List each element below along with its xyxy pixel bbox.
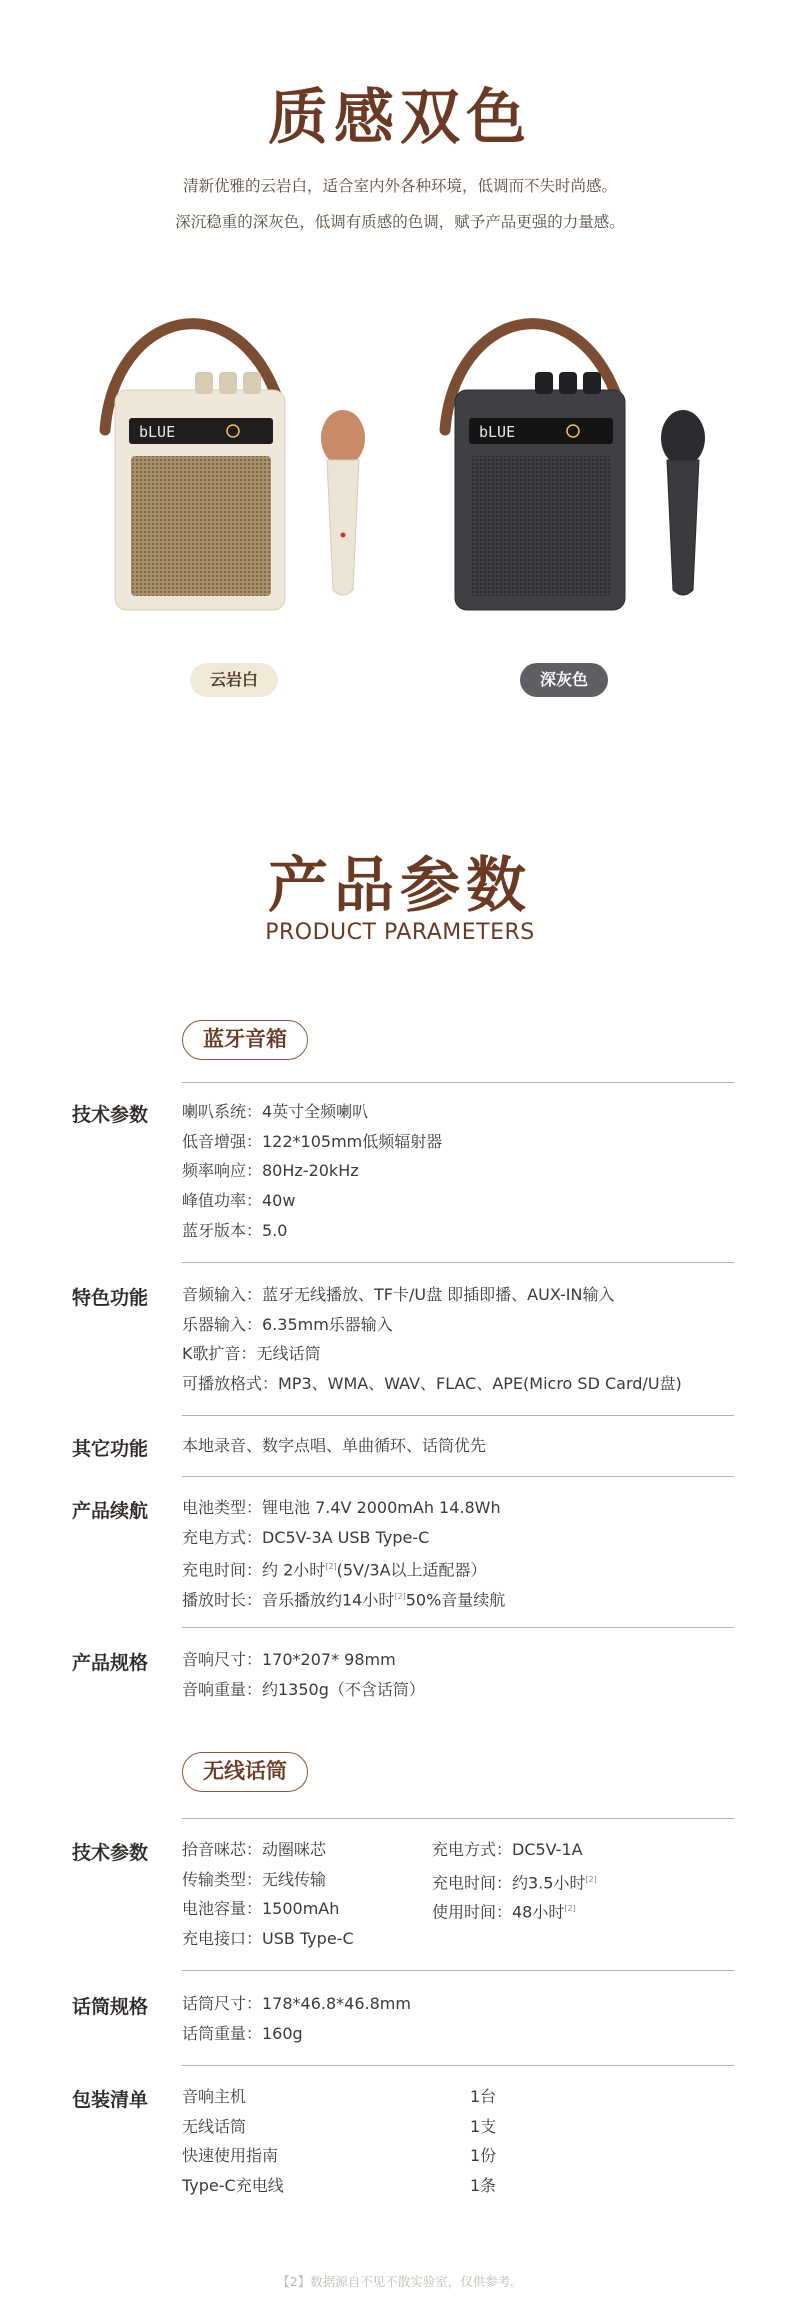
speaker-battery-text: 充电时间：约 2小时 <box>182 1560 326 1580</box>
color-option-white[interactable]: 云岩白 <box>190 663 278 697</box>
footnote-mark: [2] <box>585 1875 597 1884</box>
speaker-spec-line: 音响重量：约1350g（不含话筒） <box>182 1680 425 1699</box>
speaker-feature-line: 可播放格式：MP3、WMA、WAV、FLAC、APE(Micro SD Card/U盘) <box>182 1374 682 1393</box>
package-item-qty: 1支 <box>470 2117 497 2136</box>
mic-spec-line: 话筒尺寸：178*46.8*46.8mm <box>182 1994 411 2013</box>
speaker-tech-line: 喇叭系统：4英寸全频喇叭 <box>182 1102 369 1121</box>
speaker-others-label: 其它功能 <box>72 1438 149 1460</box>
package-item-name: 无线话筒 <box>182 2117 247 2136</box>
package-label: 包装清单 <box>72 2089 149 2111</box>
divider <box>182 1627 734 1628</box>
mic-section-pill: 无线话筒 <box>182 1752 308 1792</box>
params-subtitle: PRODUCT PARAMETERS <box>265 920 535 945</box>
mic-tech-line <box>432 1869 597 1894</box>
speaker-battery-line: 电池类型：锂电池 7.4V 2000mAh 14.8Wh <box>182 1498 501 1517</box>
speaker-features-label: 特色功能 <box>72 1287 149 1309</box>
mic-tech-line: 充电方式：DC5V-1A <box>432 1840 583 1859</box>
divider <box>182 1082 734 1083</box>
speaker-tech-line: 峰值功率：40w <box>182 1191 296 1210</box>
hero-desc-line-1: 清新优雅的云岩白，适合室内外各种环境，低调而不失时尚感。 <box>182 177 617 195</box>
speaker-battery-line <box>182 1586 505 1611</box>
params-title: 产品参数 <box>268 851 532 921</box>
speaker-battery-text: (5V/3A以上适配器） <box>336 1560 487 1580</box>
package-item-qty: 1份 <box>470 2146 497 2165</box>
package-item-name: 音响主机 <box>182 2087 247 2106</box>
display-text-white: bLUE <box>139 423 176 441</box>
mic-tech-text: 使用时间：48小时 <box>432 1902 565 1922</box>
hero-title: 质感双色 <box>268 83 532 153</box>
speaker-section-pill: 蓝牙音箱 <box>182 1020 308 1060</box>
divider <box>182 1970 734 1971</box>
speaker-battery-line <box>182 1556 487 1581</box>
divider <box>182 1818 734 1819</box>
speaker-battery-line: 充电方式：DC5V-3A USB Type-C <box>182 1528 430 1547</box>
speaker-tech-line: 蓝牙版本：5.0 <box>182 1221 288 1240</box>
footnote: 【2】数据源自不见不散实验室，仅供参考。 <box>277 2274 523 2289</box>
color-option-grey[interactable]: 深灰色 <box>520 663 608 697</box>
footnote-mark: [2] <box>564 1904 576 1913</box>
speaker-battery-text: 50%音量续航 <box>405 1590 506 1610</box>
speaker-others-line: 本地录音、数字点唱、单曲循环、话筒优先 <box>182 1436 487 1455</box>
speaker-spec-line: 音响尺寸：170*207* 98mm <box>182 1650 396 1669</box>
divider <box>182 1262 734 1263</box>
mic-spec-label: 话筒规格 <box>72 1996 149 2018</box>
speaker-feature-line: 乐器输入：6.35mm乐器输入 <box>182 1315 393 1334</box>
mic-tech-line: 传输类型：无线传输 <box>182 1870 327 1889</box>
mic-tech-line: 充电接口：USB Type-C <box>182 1929 354 1948</box>
package-item-name: 快速使用指南 <box>182 2146 279 2165</box>
footnote-mark: [2] <box>325 1562 337 1571</box>
divider <box>182 1415 734 1416</box>
speaker-spec-label: 产品规格 <box>72 1652 149 1674</box>
mic-spec-line: 话筒重量：160g <box>182 2024 303 2043</box>
speaker-battery-text: 播放时长：音乐播放约14小时 <box>182 1590 395 1610</box>
package-item-qty: 1条 <box>470 2176 497 2195</box>
product-grey-image <box>435 290 755 620</box>
speaker-tech-line: 频率响应：80Hz-20kHz <box>182 1161 359 1180</box>
package-item-name: Type-C充电线 <box>182 2176 284 2195</box>
speaker-tech-line: 低音增强：122*105mm低频辐射器 <box>182 1132 443 1151</box>
speaker-battery-label: 产品续航 <box>72 1500 149 1522</box>
mic-tech-line: 电池容量：1500mAh <box>182 1899 340 1918</box>
mic-tech-line <box>432 1898 576 1923</box>
mic-tech-line: 拾音咪芯：动圈咪芯 <box>182 1840 327 1859</box>
divider <box>182 2065 734 2066</box>
package-item-qty: 1台 <box>470 2087 497 2106</box>
hero-desc-line-2: 深沉稳重的深灰色，低调有质感的色调，赋予产品更强的力量感。 <box>175 213 625 231</box>
speaker-feature-line: K歌扩音：无线话筒 <box>182 1344 321 1363</box>
speaker-feature-line: 音频输入：蓝牙无线播放、TF卡/U盘 即插即播、AUX-IN输入 <box>182 1285 615 1304</box>
speaker-tech-label: 技术参数 <box>72 1104 149 1126</box>
mic-tech-label: 技术参数 <box>72 1842 149 1864</box>
footnote-mark: [2] <box>394 1592 406 1601</box>
mic-tech-text: 充电时间：约3.5小时 <box>432 1873 586 1893</box>
display-text-grey: bLUE <box>479 423 516 441</box>
product-white-image <box>95 290 415 620</box>
divider <box>182 1476 734 1477</box>
